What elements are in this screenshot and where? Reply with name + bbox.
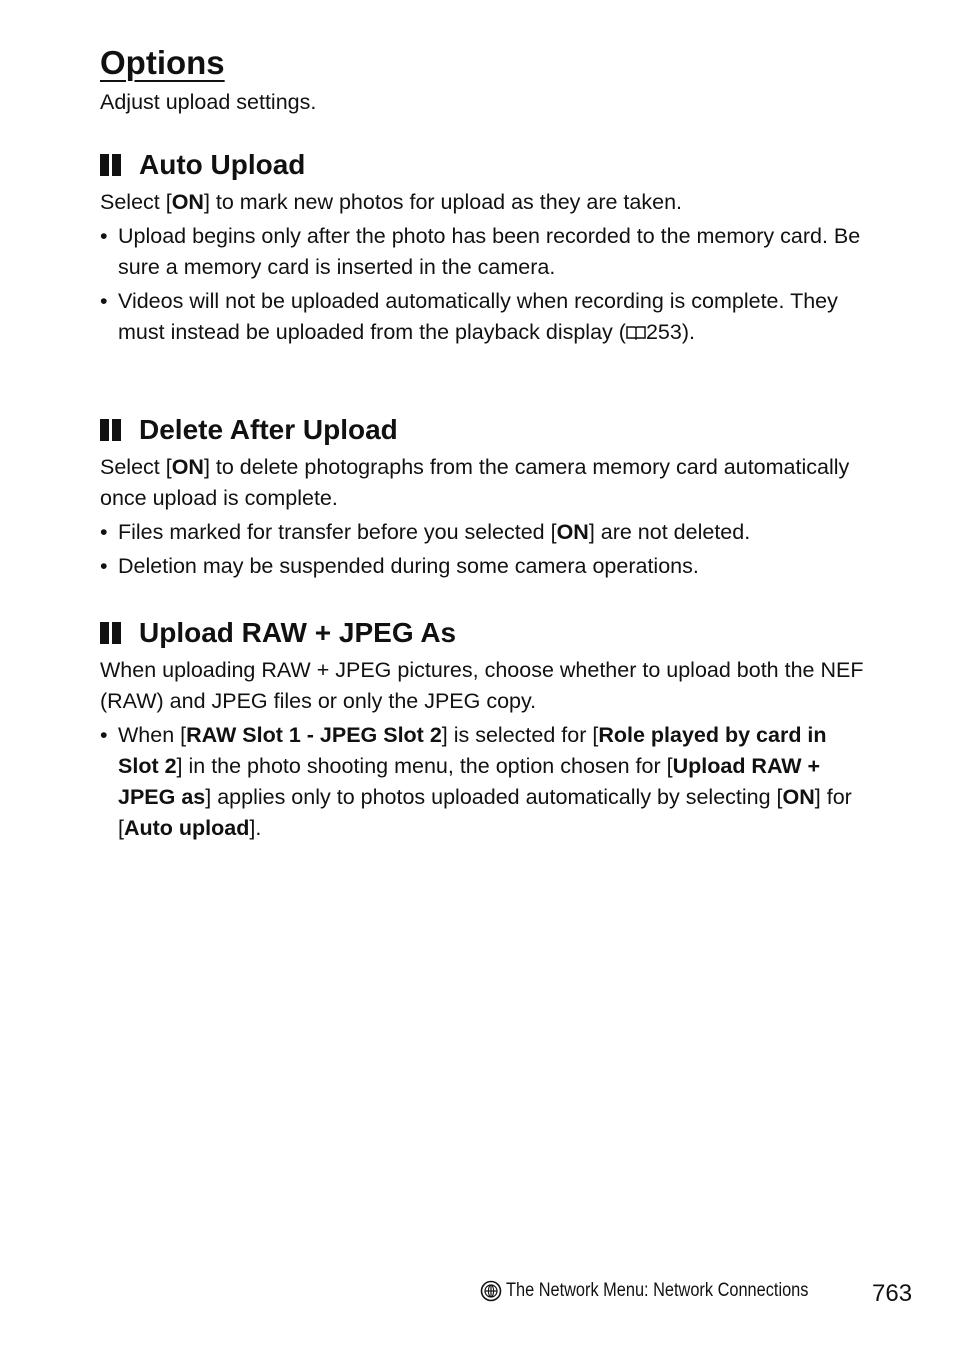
bullet-list bbox=[100, 221, 870, 348]
page-number: 763 bbox=[872, 1280, 913, 1307]
page-title: Options bbox=[100, 44, 225, 81]
section-upload-raw-jpeg-as bbox=[100, 615, 870, 847]
section-marker-icon bbox=[100, 622, 124, 644]
section-heading bbox=[100, 147, 870, 183]
section-intro: Select [ON] to delete photographs from the camera memory card automatically once upload is complete. bbox=[100, 455, 850, 510]
section-delete-after-upload bbox=[100, 412, 870, 585]
section-intro: When uploading RAW + JPEG pictures, choose whether to upload both the NEF (RAW) and JPEG files or only the JPEG copy. bbox=[100, 658, 864, 713]
bullet-list bbox=[100, 720, 870, 844]
network-menu-icon bbox=[480, 1280, 502, 1302]
list-item: • Videos will not be uploaded automatically when recording is complete. They must instead be uploaded from the playback display ( 253). bbox=[100, 289, 838, 344]
page-footer bbox=[480, 1278, 858, 1304]
bullet-list bbox=[100, 517, 870, 582]
list-item: • Deletion may be suspended during some camera operations. bbox=[100, 554, 699, 578]
section-title: Auto Upload bbox=[139, 149, 306, 180]
footer-chapter-title: The Network Menu: Network Connections bbox=[506, 1280, 809, 1301]
section-marker-icon bbox=[100, 154, 124, 176]
list-item: • Files marked for transfer before you selected [ON] are not deleted. bbox=[100, 520, 751, 544]
page-subtitle: Adjust upload settings. bbox=[100, 90, 317, 114]
section-heading bbox=[100, 615, 870, 651]
list-item: • When [RAW Slot 1 - JPEG Slot 2] is selected for [Role played by card in Slot 2] in the photo shooting menu, the option chosen for [Upload RAW + JPEG as] applies only to photos uploaded automatically by selecting [ON] for [Auto upload]. bbox=[100, 723, 852, 840]
section-intro: Select [ON] to mark new photos for upload as they are taken. bbox=[100, 190, 683, 214]
section-heading bbox=[100, 412, 870, 448]
section-marker-icon bbox=[100, 419, 124, 441]
section-auto-upload bbox=[100, 147, 870, 351]
section-title: Upload RAW + JPEG As bbox=[139, 617, 457, 648]
section-title: Delete After Upload bbox=[139, 414, 398, 445]
book-reference-icon bbox=[626, 325, 646, 340]
list-item: • Upload begins only after the photo has been recorded to the memory card. Be sure a memory card is inserted in the camera. bbox=[100, 224, 861, 279]
page-reference: 253 bbox=[645, 320, 682, 344]
